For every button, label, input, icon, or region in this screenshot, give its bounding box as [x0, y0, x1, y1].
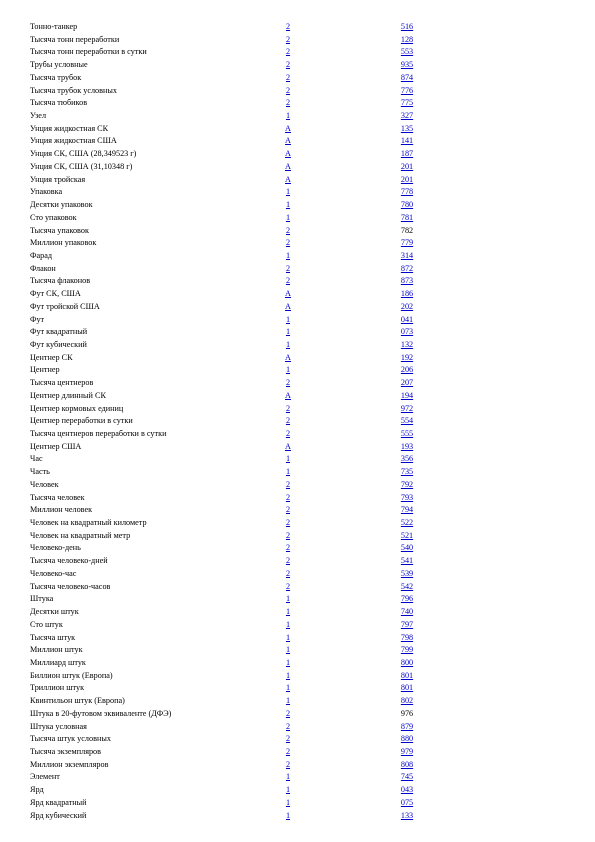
unit-code-link[interactable]: 187 [400, 149, 414, 159]
table-row [30, 733, 590, 746]
unit-group-link[interactable]: 1 [285, 683, 291, 693]
unit-name: Тысяча тюбиков [30, 98, 88, 108]
unit-name: Тысяча человеко-часов [30, 581, 111, 591]
unit-name: Штука [30, 594, 54, 604]
table-row [30, 492, 590, 505]
table-row [30, 682, 590, 695]
unit-code-link[interactable]: 135 [400, 123, 414, 133]
unit-code-link[interactable]: 202 [400, 301, 414, 311]
unit-code-link[interactable]: 192 [400, 352, 414, 362]
unit-code-link[interactable]: 201 [400, 174, 414, 184]
unit-group-link[interactable]: 2 [285, 276, 291, 286]
unit-name: Фарад [30, 250, 52, 260]
table-row [30, 377, 590, 390]
table-row [30, 759, 590, 772]
unit-code-link[interactable]: 779 [400, 238, 414, 248]
unit-group-link[interactable]: 2 [285, 581, 291, 591]
table-row [30, 441, 590, 454]
unit-name: Элемент [30, 772, 60, 782]
table-row [30, 504, 590, 517]
unit-group-link[interactable]: 1 [285, 200, 291, 210]
unit-group-link[interactable]: 2 [285, 759, 291, 769]
unit-code-link[interactable]: 521 [400, 530, 414, 540]
unit-group-link[interactable]: 1 [285, 607, 291, 617]
unit-name: Штука в 20-футовом эквиваленте (ДФЭ) [30, 708, 172, 718]
unit-code-link[interactable]: 314 [400, 250, 414, 260]
unit-group-link[interactable]: 2 [285, 34, 291, 44]
unit-name: Миллион человек [30, 505, 93, 515]
unit-name: Человек на квадратный километр [30, 518, 147, 528]
unit-name: Человек на квадратный метр [30, 530, 131, 540]
unit-code-link[interactable]: 794 [400, 505, 414, 515]
unit-name: Флакон [30, 263, 56, 273]
table-row [30, 581, 590, 594]
unit-name: Миллион упаковок [30, 238, 97, 248]
unit-code-link[interactable]: 132 [400, 339, 414, 349]
unit-group-link[interactable]: 1 [285, 212, 291, 222]
units-table [30, 21, 590, 822]
unit-code-link[interactable]: 555 [400, 429, 414, 438]
unit-code-link[interactable]: 873 [400, 276, 414, 286]
table-row [30, 708, 590, 721]
unit-group-link[interactable]: 2 [285, 47, 291, 57]
unit-code-link[interactable]: 880 [400, 734, 414, 744]
table-row [30, 784, 590, 797]
unit-name: Тысяча человек [30, 492, 85, 502]
unit-name: Фут [30, 314, 45, 324]
unit-name: Ярд [30, 785, 44, 795]
table-row [30, 352, 590, 365]
table-row [30, 225, 590, 238]
table-row [30, 721, 590, 734]
unit-name: Миллион экземпляров [30, 759, 109, 769]
unit-name: Сто упаковок [30, 212, 77, 222]
unit-group-link[interactable]: 2 [285, 416, 291, 426]
unit-group-link[interactable]: 1 [285, 339, 291, 349]
unit-code-link[interactable]: 745 [400, 772, 414, 782]
unit-group-link[interactable]: 2 [285, 543, 291, 553]
table-row [30, 530, 590, 543]
unit-group-link[interactable]: A [285, 123, 291, 133]
table-row [30, 59, 590, 72]
unit-name: Миллиард штук [30, 657, 86, 667]
unit-name: Десятки упаковок [30, 200, 93, 210]
unit-group-link[interactable]: 1 [285, 365, 291, 375]
table-row [30, 606, 590, 619]
unit-group-link[interactable]: 2 [285, 518, 291, 528]
table-row [30, 466, 590, 479]
unit-group-link[interactable]: 1 [285, 645, 291, 655]
unit-name: Человек [30, 479, 59, 489]
unit-code-link[interactable]: 041 [400, 314, 414, 324]
unit-group-link[interactable]: 2 [285, 492, 291, 502]
table-row [30, 275, 590, 288]
unit-group-link[interactable]: 2 [285, 85, 291, 95]
unit-name: Штука условная [30, 721, 87, 731]
unit-code-link[interactable]: 775 [400, 98, 414, 108]
unit-group-link[interactable]: 1 [285, 632, 291, 642]
table-row [30, 771, 590, 784]
unit-code-link[interactable]: 206 [400, 365, 414, 375]
unit-code-link[interactable]: 193 [400, 441, 414, 451]
unit-code-link[interactable]: 540 [400, 543, 414, 553]
table-row [30, 97, 590, 110]
unit-code-link[interactable]: 874 [400, 72, 414, 82]
unit-code-link[interactable]: 356 [400, 454, 414, 464]
unit-group-link[interactable]: 1 [285, 187, 291, 197]
unit-name: Человеко-час [30, 568, 77, 578]
table-row [30, 810, 590, 823]
table-row [30, 479, 590, 492]
unit-name: Тысяча трубок [30, 72, 82, 82]
unit-code-link[interactable]: 879 [400, 721, 414, 731]
table-row [30, 212, 590, 225]
unit-code-link[interactable]: 522 [400, 518, 414, 528]
unit-group-link[interactable]: 2 [285, 708, 291, 718]
unit-code-link[interactable]: 776 [400, 85, 414, 95]
table-row [30, 288, 590, 301]
unit-name: Унция жидкостная СК [30, 123, 109, 133]
table-row [30, 746, 590, 759]
unit-group-link[interactable]: 2 [285, 746, 291, 756]
unit-code-link[interactable]: 792 [400, 479, 414, 489]
table-row [30, 797, 590, 810]
table-row [30, 135, 590, 148]
table-row [30, 110, 590, 123]
unit-code-link[interactable]: 207 [400, 378, 414, 388]
unit-group-link[interactable]: 2 [285, 238, 291, 248]
unit-name: Десятки штук [30, 607, 79, 617]
unit-code-link[interactable]: 802 [400, 696, 414, 706]
unit-code-link[interactable]: 073 [400, 327, 414, 337]
table-row [30, 364, 590, 377]
table-row [30, 453, 590, 466]
unit-group-link[interactable]: 1 [285, 619, 291, 629]
table-row [30, 263, 590, 276]
unit-name: Тысяча штук условных [30, 734, 111, 744]
table-row [30, 593, 590, 606]
table-row [30, 695, 590, 708]
unit-group-link[interactable]: 2 [285, 225, 291, 235]
table-row [30, 657, 590, 670]
unit-group-link[interactable]: A [285, 390, 291, 400]
unit-code: 976 [400, 708, 414, 718]
unit-code-link[interactable]: 781 [400, 212, 414, 222]
unit-name: Центнер СК [30, 352, 73, 362]
table-row [30, 542, 590, 555]
unit-code-link[interactable]: 801 [400, 683, 414, 693]
unit-code-link[interactable]: 133 [400, 810, 414, 820]
unit-name: Унция СК, США (28,349523 г) [30, 149, 137, 159]
unit-group-link[interactable]: 1 [285, 594, 291, 604]
unit-group-link[interactable]: 1 [285, 785, 291, 795]
unit-code-link[interactable]: 808 [400, 759, 414, 769]
table-row [30, 314, 590, 327]
unit-group-link[interactable]: 2 [285, 429, 291, 438]
table-row [30, 301, 590, 314]
table-row [30, 237, 590, 250]
unit-code-link[interactable]: 801 [400, 670, 414, 680]
unit-name: Квинтильон штук (Европа) [30, 696, 125, 706]
unit-group-link[interactable]: 1 [285, 670, 291, 680]
unit-code-link[interactable]: 553 [400, 47, 414, 57]
unit-group-link[interactable]: A [285, 161, 291, 171]
unit-name: Тысяча упаковок [30, 225, 89, 235]
unit-group-link[interactable]: A [285, 301, 291, 311]
unit-name: Трубы условные [30, 60, 88, 70]
unit-name: Тысяча центнеров [30, 378, 94, 388]
unit-name: Центнер длинный СК [30, 390, 106, 400]
unit-name: Сто штук [30, 619, 63, 629]
unit-code-link[interactable]: 141 [400, 136, 414, 146]
unit-group-link[interactable]: 1 [285, 657, 291, 667]
unit-name: Тысяча тонн переработки [30, 34, 120, 44]
unit-code-link[interactable]: 194 [400, 390, 414, 400]
unit-name: Фут тройской США [30, 301, 100, 311]
unit-group-link[interactable]: 1 [285, 454, 291, 464]
unit-name: Фут квадратный [30, 327, 88, 337]
unit-code-link[interactable]: 796 [400, 594, 414, 604]
table-row [30, 428, 590, 441]
table-row [30, 517, 590, 530]
table-row [30, 415, 590, 428]
table-row [30, 174, 590, 187]
unit-group-link[interactable]: 1 [285, 696, 291, 706]
unit-code-link[interactable]: 541 [400, 556, 414, 566]
table-row [30, 670, 590, 683]
unit-group-link[interactable]: 1 [285, 810, 291, 820]
unit-group-link[interactable]: A [285, 352, 291, 362]
unit-code-link[interactable]: 799 [400, 645, 414, 655]
unit-group-link[interactable]: 1 [285, 797, 291, 807]
unit-group-link[interactable]: A [285, 441, 291, 451]
unit-group-link[interactable]: 1 [285, 250, 291, 260]
unit-group-link[interactable]: 2 [285, 60, 291, 70]
unit-code-link[interactable]: 872 [400, 263, 414, 273]
unit-name: Центнер США [30, 441, 82, 451]
unit-name: Человеко-день [30, 543, 81, 553]
unit-name: Тысяча экземпляров [30, 746, 102, 756]
unit-group-link[interactable]: 1 [285, 111, 291, 121]
unit-group-link[interactable]: 2 [285, 98, 291, 108]
unit-group-link[interactable]: 2 [285, 734, 291, 744]
table-row [30, 34, 590, 47]
unit-name: Тысяча центнеров переработки в сутки [30, 429, 167, 438]
unit-name: Тысяча флаконов [30, 276, 91, 286]
table-row [30, 632, 590, 645]
unit-group-link[interactable]: 2 [285, 22, 291, 31]
unit-group-link[interactable]: 2 [285, 530, 291, 540]
unit-code-link[interactable]: 539 [400, 568, 414, 578]
unit-group-link[interactable]: 1 [285, 327, 291, 337]
table-row [30, 21, 590, 34]
unit-name: Центнер переработки в сутки [30, 416, 133, 426]
table-row [30, 161, 590, 174]
table-row [30, 568, 590, 581]
table-row [30, 186, 590, 199]
unit-name: Ярд квадратный [30, 797, 87, 807]
unit-name: Центнер кормовых единиц [30, 403, 124, 413]
unit-code: 782 [400, 225, 414, 235]
unit-code-link[interactable]: 043 [400, 785, 414, 795]
unit-name: Тысяча штук [30, 632, 76, 642]
unit-code-link[interactable]: 740 [400, 607, 414, 617]
table-row [30, 85, 590, 98]
table-row [30, 72, 590, 85]
unit-name: Фут СК, США [30, 289, 81, 299]
unit-name: Центнер [30, 365, 60, 375]
table-row [30, 46, 590, 59]
unit-name: Унция жидкостная США [30, 136, 117, 146]
unit-name: Тысяча тонн переработки в сутки [30, 47, 147, 57]
unit-group-link[interactable]: 1 [285, 772, 291, 782]
unit-group-link[interactable]: 2 [285, 378, 291, 388]
unit-code-link[interactable]: 797 [400, 619, 414, 629]
table-row [30, 123, 590, 136]
unit-code-link[interactable]: 972 [400, 403, 414, 413]
unit-code-link[interactable]: 935 [400, 60, 414, 70]
unit-code-link[interactable]: 800 [400, 657, 414, 667]
table-row [30, 339, 590, 352]
unit-name: Упаковка [30, 187, 63, 197]
unit-code-link[interactable]: 542 [400, 581, 414, 591]
table-row [30, 619, 590, 632]
units-table-rows [30, 21, 590, 822]
table-row [30, 199, 590, 212]
unit-code-link[interactable]: 327 [400, 111, 414, 121]
unit-code-link[interactable]: 735 [400, 467, 414, 477]
unit-code-link[interactable]: 979 [400, 746, 414, 756]
unit-code-link[interactable]: 798 [400, 632, 414, 642]
unit-name: Тонно-танкер [30, 22, 78, 31]
unit-group-link[interactable]: 1 [285, 467, 291, 477]
unit-code-link[interactable]: 128 [400, 34, 414, 44]
unit-group-link[interactable]: 2 [285, 505, 291, 515]
unit-code-link[interactable]: 780 [400, 200, 414, 210]
unit-code-link[interactable]: 201 [400, 161, 414, 171]
unit-name: Час [30, 454, 43, 464]
table-row [30, 390, 590, 403]
unit-name: Тысяча человеко-дней [30, 556, 108, 566]
unit-name: Унция тройская [30, 174, 86, 184]
table-row [30, 403, 590, 416]
table-row [30, 326, 590, 339]
unit-group-link[interactable]: A [285, 149, 291, 159]
table-row [30, 644, 590, 657]
unit-group-link[interactable]: 1 [285, 314, 291, 324]
unit-name: Триллион штук [30, 683, 85, 693]
unit-name: Тысяча трубок условных [30, 85, 117, 95]
unit-group-link[interactable]: 2 [285, 479, 291, 489]
unit-group-link[interactable]: 2 [285, 556, 291, 566]
unit-name: Ярд кубический [30, 810, 87, 820]
unit-group-link[interactable]: A [285, 174, 291, 184]
unit-code-link[interactable]: 186 [400, 289, 414, 299]
unit-code-link[interactable]: 554 [400, 416, 414, 426]
unit-group-link[interactable]: 2 [285, 721, 291, 731]
unit-group-link[interactable]: 2 [285, 568, 291, 578]
unit-group-link[interactable]: 2 [285, 403, 291, 413]
table-row [30, 250, 590, 263]
unit-group-link[interactable]: 2 [285, 263, 291, 273]
unit-name: Часть [30, 467, 50, 477]
unit-code-link[interactable]: 793 [400, 492, 414, 502]
unit-name: Миллион штук [30, 645, 83, 655]
unit-code-link[interactable]: 075 [400, 797, 414, 807]
unit-group-link[interactable]: A [285, 289, 291, 299]
unit-name: Фут кубический [30, 339, 87, 349]
unit-name: Биллион штук (Европа) [30, 670, 113, 680]
unit-group-link[interactable]: A [285, 136, 291, 146]
unit-code-link[interactable]: 516 [400, 22, 414, 31]
unit-name: Унция СК, США (31,10348 г) [30, 161, 133, 171]
unit-code-link[interactable]: 778 [400, 187, 414, 197]
unit-name: Узел [30, 111, 47, 121]
table-row [30, 148, 590, 161]
table-row [30, 555, 590, 568]
unit-group-link[interactable]: 2 [285, 72, 291, 82]
